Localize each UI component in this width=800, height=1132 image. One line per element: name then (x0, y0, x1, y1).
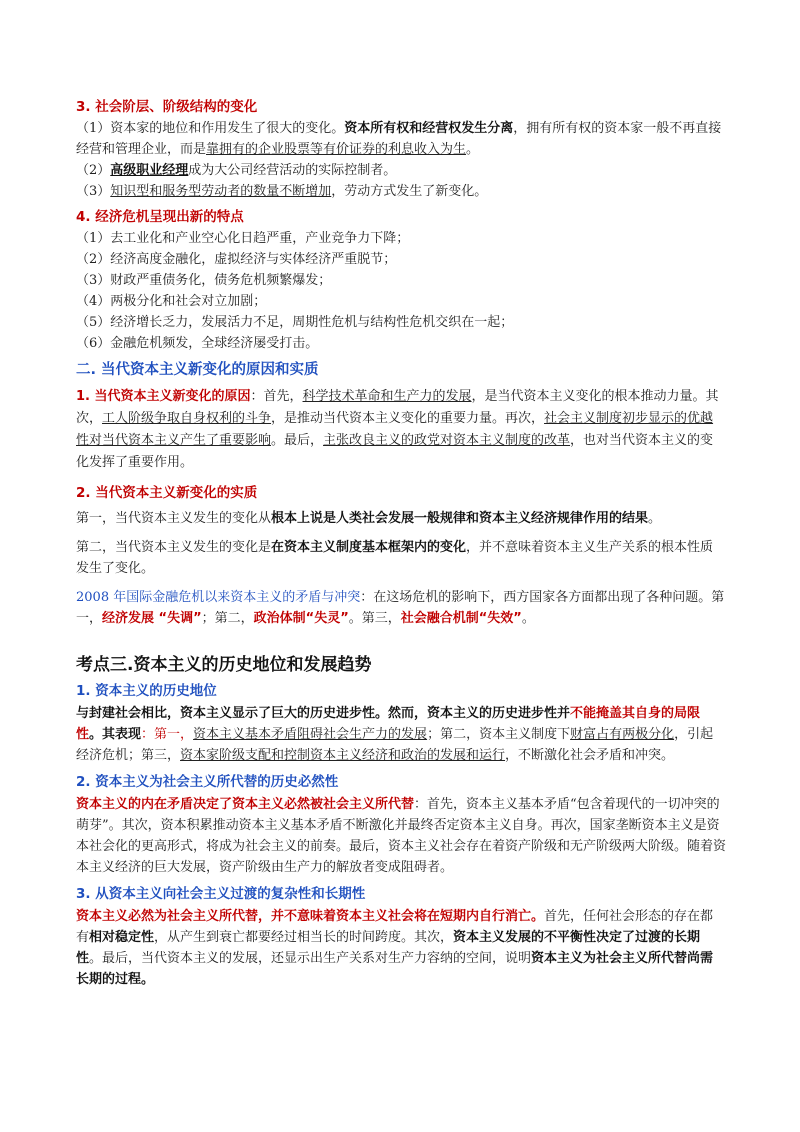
bold-text: 与封建社会相比，资本主义显示了巨大的历史进步性。然而，资本主义的历史进步性并 (76, 706, 571, 721)
document-page (76, 96, 726, 990)
section-heading: 3. 社会阶层、阶级结构的变化 (76, 99, 258, 115)
bold-underlined-text: 高级职业经理 (110, 163, 189, 178)
paragraph (76, 386, 726, 474)
red-bold-text: 社会融合机制“失效” (400, 611, 522, 626)
text: ；第二， (201, 611, 254, 626)
exam-point-heading: 考点三.资本主义的历史地位和发展趋势 (76, 655, 372, 675)
bold-text: 根本上说是人类社会发展一般规律和资本主义经济规律作用的结果 (271, 511, 649, 526)
text: ，也对当代资本主义的变化发挥了重要作用。 (76, 433, 714, 470)
underlined-text: 资本家阶级支配和控制资本主义经济和政治的发展和运行 (180, 748, 506, 763)
red-bold-text: 资本主义的内在矛盾决定了资本主义必然被社会主义所代替 (76, 797, 415, 812)
list-item: （6）金融危机频发，全球经济屡受打击。 (76, 336, 319, 351)
underlined-text: 科学技术革命和生产力的发展 (302, 389, 472, 404)
paragraph (76, 118, 726, 160)
text: ：首先， (250, 389, 303, 404)
part-heading: 二. 当代资本主义新变化的原因和实质 (76, 362, 319, 378)
list-item: （2）经济高度金融化，虚拟经济与实体经济严重脱节； (76, 252, 397, 267)
bold-text: 资本主义为社会主义所代替尚需长期的过程。 (76, 951, 714, 987)
text: 首先，任何社会形态的存在都有 (76, 909, 714, 945)
text: 第二，当代资本主义发生的变化是 (76, 540, 272, 555)
red-bold-text: 资本主义必然为社会主义所代替，并不意味着资本主义社会将在短期内自行消亡。 (76, 909, 545, 924)
text: （2） (76, 163, 111, 178)
text: 成为大公司经营活动的实际控制者。 (188, 163, 397, 178)
red-bold-text: 经济发展 “失调” (102, 611, 202, 626)
underlined-text: 资本主义基本矛盾阻碍社会生产力的发展 (193, 727, 428, 742)
text: ，是当代资本主义变化的根本推动力量。其次， (76, 389, 719, 426)
underlined-text: 财富占有两极分化 (570, 727, 675, 742)
bold-text: 资本主义发展的不平衡性决定了过渡的长期性 (76, 930, 701, 966)
red-heading-inline: 1. 当代资本主义新变化的原因 (76, 389, 251, 404)
text: ，劳动方式发生了新变化。 (331, 184, 488, 199)
section-heading: 3. 从资本主义向社会主义过渡的复杂性和长期性 (76, 886, 366, 902)
paragraph (76, 794, 726, 878)
paragraph (76, 181, 726, 202)
text: 。 (648, 511, 662, 526)
underlined-text: 社会主义制度初步显示的优越性对当代资本主义产生了重要影响 (76, 411, 714, 448)
blue-text: 2008 年国际金融危机以来资本主义的矛盾与冲突 (76, 590, 361, 605)
text: ，引起经济危机；第三， (76, 727, 714, 763)
text: ，是推动当代资本主义变化的重要力量。再次， (271, 411, 545, 426)
text: ；第二，资本主义制度下 (427, 727, 571, 742)
section-heading: 1. 资本主义的历史地位 (76, 683, 217, 699)
text: ，拥有所有权的资本家一般不再直接经营和管理企业，而是 (76, 121, 722, 157)
red-bold-text: 不能掩盖其自身的局限性 (76, 706, 701, 742)
underlined-text: 工人阶级争取自身权利的斗争 (102, 411, 272, 426)
list-item: （4）两极分化和社会对立加剧； (76, 294, 267, 309)
text: ，从产生到衰亡都要经过相当长的时间跨度。其次， (154, 930, 454, 945)
list-item: （1）去工业化和产业空心化日趋严重，产业竞争力下降； (76, 231, 410, 246)
section-heading: 2. 资本主义为社会主义所代替的历史必然性 (76, 774, 339, 790)
paragraph (76, 508, 726, 529)
section-heading: 4. 经济危机呈现出新的特点 (76, 209, 244, 225)
section-heading: 2. 当代资本主义新变化的实质 (76, 485, 258, 501)
list-item: （5）经济增长乏力，发展活力不足，周期性危机与结构性危机交织在一起； (76, 315, 514, 330)
text: （3） (76, 184, 111, 199)
text: （1）资本家的地位和作用发生了很大的变化。 (76, 121, 345, 136)
text: ：首先，资本主义基本矛盾“包含着现代的一切冲突的萌芽”。其次，资本积累推动资本主义基本矛盾不断激化并最终否定资本主义自身。再次，国家垄断资本主义是资本社会化的更高形式，将成为社会主义的前奏。最后，资本主义社会存在着资产阶级和无产阶级两大阶级。随着资本主义经济的巨大发展，资产阶级由生产力的解放者变成阻碍者。 (76, 797, 727, 875)
red-bold-text: 政治体制“失灵” (253, 611, 349, 626)
text: 。最后， (271, 433, 324, 448)
underlined-text: 知识型和服务型劳动者的数量不断增加 (110, 184, 332, 199)
underlined-text: 主张改良主义的政党对资本主义制度的改革 (323, 433, 571, 448)
paragraph (76, 703, 726, 766)
bold-text: 相对稳定性 (89, 930, 155, 945)
list-item: （3）财政严重债务化，债务危机频繁爆发； (76, 273, 332, 288)
text: 。 (466, 142, 480, 157)
paragraph (76, 537, 726, 579)
paragraph (76, 587, 726, 629)
underlined-text: 靠拥有的企业股票等有价证券的利息收入为生 (206, 142, 467, 157)
text: 。最后，当代资本主义的发展，还显示出生产关系对生产力容纳的空间，说明 (89, 951, 532, 966)
red-text: ：第一， (141, 727, 194, 742)
text: ：在这场危机的影响下，西方国家各方面都出现了各种问题。第一， (76, 590, 725, 626)
bold-text: 。其表现 (89, 727, 142, 742)
text: 。第三， (348, 611, 401, 626)
text: 第一，当代资本主义发生的变化从 (76, 511, 272, 526)
bold-text: 资本所有权和经营权发生分离 (344, 121, 514, 136)
text: 。 (521, 611, 535, 626)
text: ，不断激化社会矛盾和冲突。 (505, 748, 675, 763)
paragraph (76, 906, 726, 990)
text: ，并不意味着资本主义生产关系的根本性质发生了变化。 (76, 540, 714, 576)
paragraph (76, 160, 726, 181)
bold-text: 在资本主义制度基本框架内的变化 (271, 540, 467, 555)
